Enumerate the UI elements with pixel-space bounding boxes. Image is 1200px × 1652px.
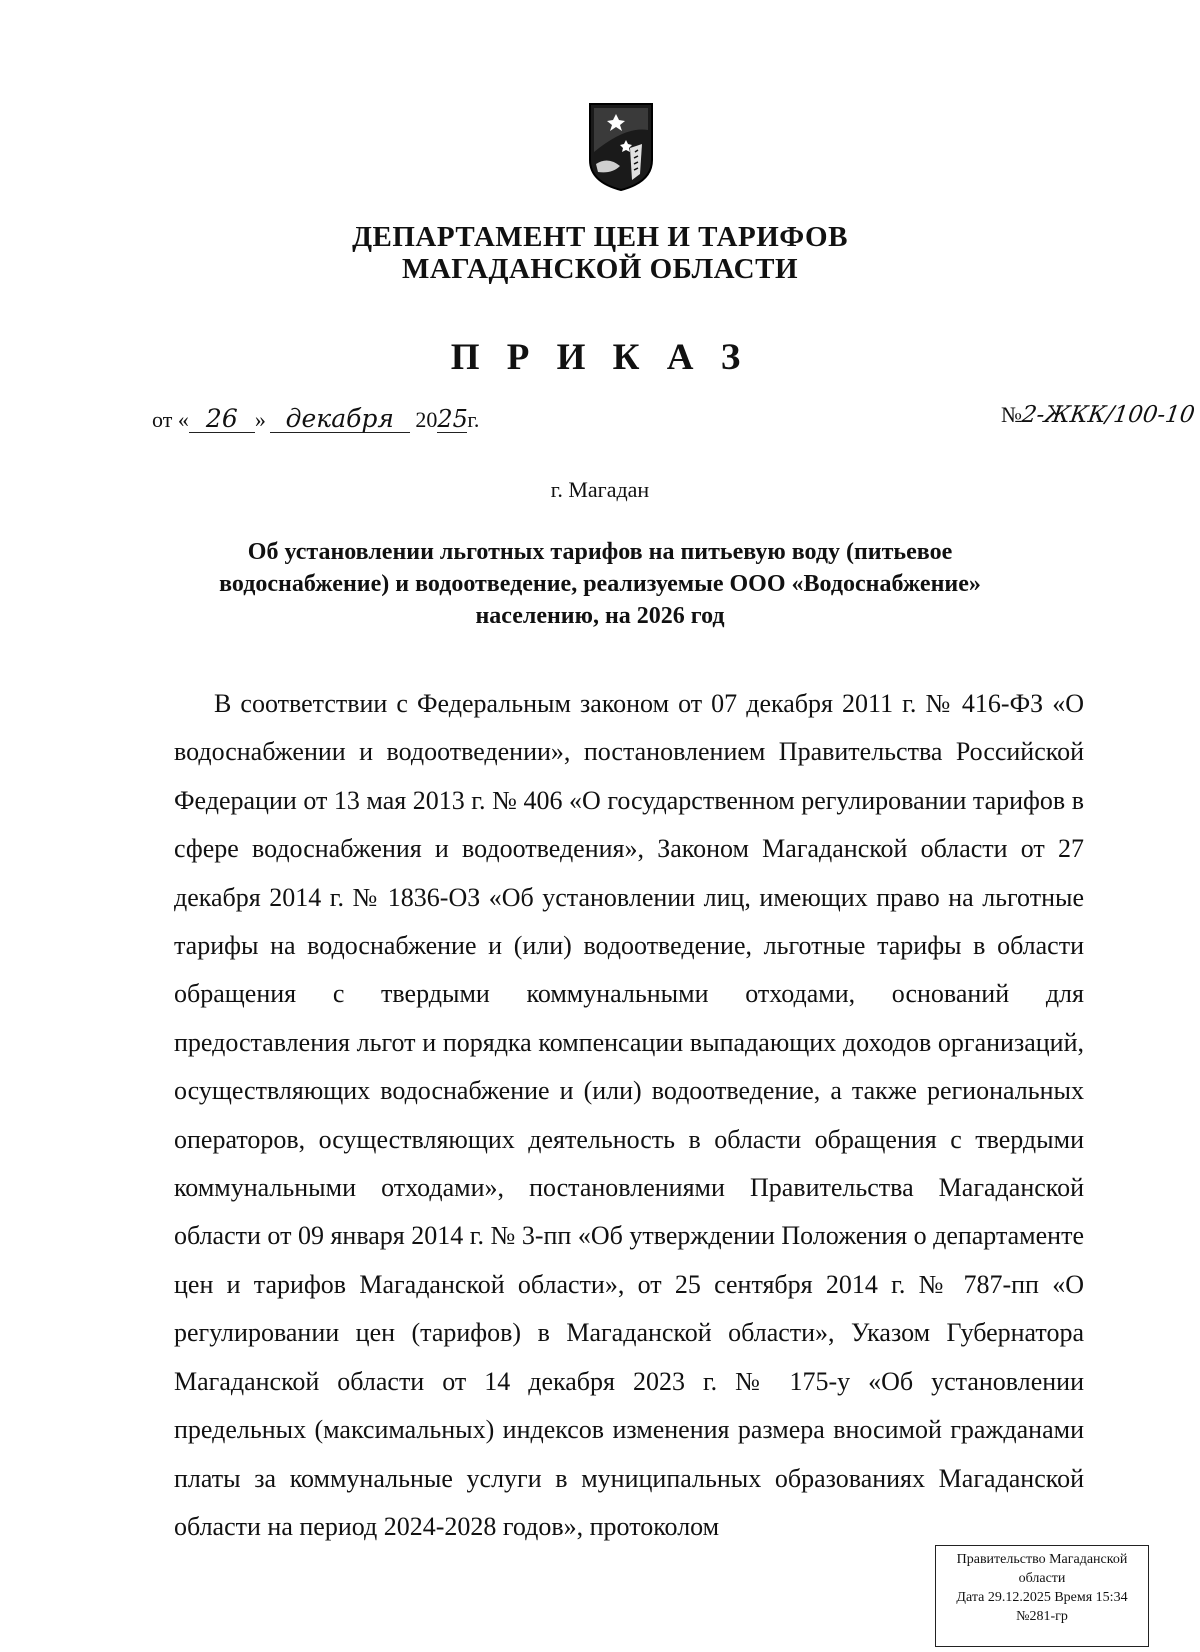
- city-name: г. Магадан: [550, 477, 650, 502]
- date-year-prefix: 20: [415, 407, 438, 432]
- stamp-line: №281-гр: [1016, 1609, 1068, 1624]
- order-subject: [150, 536, 1050, 632]
- department-name-line1: ДЕПАРТАМЕНТ ЦЕН И ТАРИФОВ: [352, 221, 848, 253]
- order-title: П Р И К А З: [450, 337, 750, 378]
- registration-stamp: [935, 1545, 1149, 1647]
- order-date: [152, 406, 479, 433]
- date-prefix: от «: [152, 407, 189, 432]
- subject-line: населению, на 2026 год: [475, 603, 725, 629]
- subject-line: Об установлении льготных тарифов на питьевую воду (питьевое: [247, 539, 953, 565]
- date-year-handwritten: 25: [437, 405, 468, 433]
- date-month-handwritten: декабря: [270, 406, 410, 433]
- stamp-line: Правительство Магаданской: [956, 1552, 1128, 1567]
- date-suffix: г.: [467, 407, 480, 432]
- stamp-line: области: [1018, 1571, 1066, 1586]
- number-prefix: №: [1001, 402, 1022, 427]
- coat-of-arms-icon: [586, 100, 656, 192]
- date-day-handwritten: 26: [189, 406, 255, 433]
- order-number: [1001, 402, 1197, 428]
- subject-line: водоснабжение) и водоотведение, реализуемые ООО «Водоснабжение»: [219, 571, 981, 597]
- date-mid: »: [254, 407, 266, 432]
- body-paragraph: В соответствии с Федеральным законом от 07 декабря 2011 г. № 416-ФЗ «О водоснабжении и водоотведении», постановлением Правительства Российской Федерации от 13 мая 2013 г. № 406 «О государственном регулировании тарифов в сфере водоснабжения и водоотведения», Законом Магаданской области от 27 декабря 2014 г. № 1836-ОЗ «Об установлении лиц, имеющих право на льготные тарифы на водоснабжение и (или) водоотведение, льготные тарифы в области обращения с твердыми коммунальными отходами, оснований для предоставления льгот и порядка компенсации выпадающих доходов организаций, осуществляющих водоснабжение и (или) водоотведение, а также региональных операторов, осуществляющих деятельность в области обращения с твердыми коммунальными отходами», постановлениями Правительства Магаданской области от 09 января 2014 г. № 3-пп «Об утверждении Положения о департаменте цен и тарифов Магаданской области», от 25 сентября 2014 г. № 787-пп «О регулировании цен (тарифов) в Магаданской области», Указом Губернатора Магаданской области от 14 декабря 2023 г. № 175-у «Об установлении предельных (максимальных) индексов изменения размера вносимой гражданами платы за коммунальные услуги в муниципальных образованиях Магаданской области на период 2024-2028 годов», протоколом: [174, 689, 1084, 1541]
- number-handwritten: 2-ЖКК/100-10: [1020, 402, 1197, 428]
- stamp-line: Дата 29.12.2025 Время 15:34: [956, 1590, 1128, 1605]
- department-name-line2: МАГАДАНСКОЙ ОБЛАСТИ: [401, 253, 799, 285]
